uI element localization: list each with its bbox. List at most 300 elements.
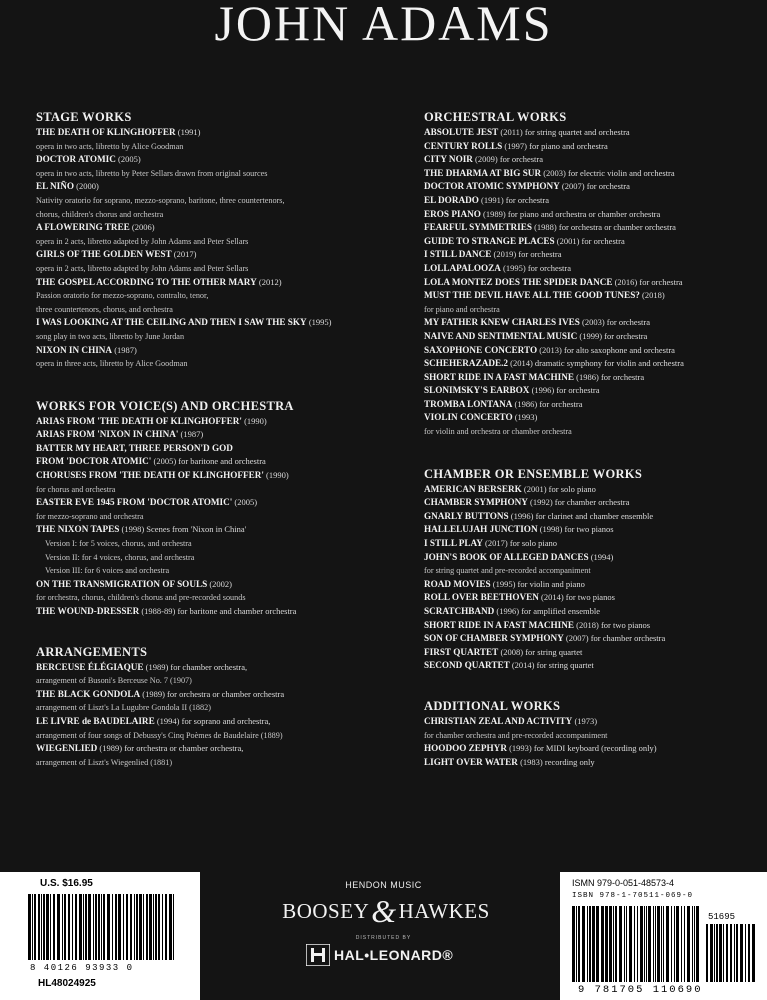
work-title: LE LIVRE de BAUDELAIRE [36,715,155,726]
barcode-stripe [640,906,643,982]
work-title: FEARFUL SYMMETRIES [424,222,532,233]
barcode-stripe [748,924,750,982]
work-title: CENTURY ROLLS [424,140,503,151]
barcode-stripe [671,906,672,982]
work-details: (2000) [74,181,99,192]
work-note: for orchestra, chorus, children's chorus and pre-recorded sounds [36,593,246,603]
work-title: ABSOLUTE JEST [424,127,499,137]
work-note: Version III: for 6 voices and orchestra [45,566,170,576]
work-entry [424,262,759,276]
barcode-stripe [624,906,625,982]
barcode-stripe [79,894,82,960]
work-entry [424,619,759,633]
isbn-digits: 9 781705 110690 [578,984,703,996]
barcode-stripe [46,894,49,960]
distributed-by-label: DISTRIBUTED BY [355,935,412,941]
work-note: Version II: for 4 voices, chorus, and orchestra [45,552,195,562]
hal-leonard-logo [306,944,453,966]
barcode-stripe [676,906,679,982]
work-entry [424,578,759,592]
work-details: (2003) for orchestra [579,317,650,328]
work-title: HALLELUJAH JUNCTION [424,524,538,535]
work-note: arrangement of Busoni's Berceuse No. 7 (1907) [36,676,192,686]
section-heading: STAGE WORKS [36,110,132,124]
barcode-stripe [716,924,718,982]
work-note: opera in 2 acts, libretto adapted by John Adams and Peter Sellars [36,263,249,273]
work-entry [424,316,759,330]
barcode-stripe [745,924,746,982]
barcode-stripe [587,906,588,982]
barcode-stripe [101,894,102,960]
work-details: (1993) for MIDI keyboard (recording only) [506,743,657,754]
work-entry [36,126,396,140]
work-title: THE DHARMA AT BIG SUR [424,167,542,178]
work-note: for mezzo-soprano and orchestra [36,511,144,521]
barcode-stripe [637,906,639,982]
work-title: MY FATHER KNEW CHARLES IVES [424,317,580,328]
barcode-stripe [572,906,575,982]
work-details: (2005) [115,154,141,165]
work-entry [36,428,396,442]
work-title: SAXOPHONE CONCERTO [424,344,538,355]
barcode-stripe [694,906,696,982]
work-details: (2013) for alto saxophone and orchestra [537,344,675,355]
work-entry [424,344,759,358]
work-details: (1989) for chamber orchestra, [143,661,248,672]
work-entry [424,523,759,537]
work-title: EASTER EVE 1945 FROM 'DOCTOR ATOMIC' [36,497,233,508]
work-entry [424,384,759,398]
work-entry [424,180,759,194]
barcode-stripe [687,906,690,982]
work-details: (2003) for electric violin and orchestra [541,167,675,178]
work-note: chorus, children's chorus and orchestra [36,209,164,219]
work-details: (2001) for solo piano [521,483,596,494]
work-entry [424,551,759,565]
work-details: (1986) for orchestra [512,398,583,409]
barcode-stripe [730,924,733,982]
barcode-stripe [38,894,41,960]
work-details: (1991) for orchestra [478,194,549,205]
barcode-stripe [597,906,599,982]
work-title: BATTER MY HEART, THREE PERSON'D GOD [36,442,233,453]
work-title: THE BLACK GONDOLA [36,688,141,699]
barcode-stripe [153,894,154,960]
barcode-stripe [64,894,66,960]
barcode-stripe [578,906,580,982]
work-details: (1987) [112,344,137,355]
work-details: (2011) for string quartet and orchestra [498,127,630,137]
barcode-stripe [130,894,133,960]
hal-leonard-text: HAL•LEONARD® [334,947,454,963]
barcode-stripe [596,906,597,982]
barcode-stripe [696,906,699,982]
barcode-stripe [88,894,91,960]
barcode-stripe [634,906,635,982]
work-entry [424,537,759,551]
work-entry [424,221,759,235]
work-details: (1995) for violin and piano [490,578,585,589]
work-title: SCHEHERAZADE.2 [424,358,508,369]
barcode-stripe [139,894,142,960]
work-title: ARIAS FROM 'NIXON IN CHINA' [36,429,179,440]
work-details: (2014) for two pianos [538,592,615,603]
work-entry [36,415,396,429]
work-entry [424,208,759,222]
work-details: (1998) Scenes from 'Nixon in China' [119,524,247,535]
hendon-music-label: HENDON MUSIC [345,880,422,890]
barcode-stripe [53,894,55,960]
work-details: (2012) [256,276,282,287]
work-entry [424,126,759,140]
barcode-stripe [41,894,42,960]
barcode-stripe [606,906,608,982]
work-title: SON OF CHAMBER SYMPHONY [424,633,564,644]
work-entry [36,276,396,290]
section-heading: ARRANGEMENTS [36,644,148,659]
work-title: GNARLY BUTTONS [424,510,509,521]
isbn-label: ISBN 978-1-70511-069-0 [572,892,694,900]
work-details: (1993) [512,412,538,423]
work-title: JOHN'S BOOK OF ALLEGED DANCES [424,551,589,562]
work-details: (1996) for clarinet and chamber ensemble [508,510,654,521]
barcode-stripe [661,906,662,982]
work-entry [424,646,759,660]
work-entry [424,357,759,371]
barcode-stripe [582,906,585,982]
work-note: arrangement of four songs of Debussy's Cinq Poèmes de Baudelaire (1889) [36,730,283,740]
work-note: Passion oratorio for mezzo-soprano, contralto, tenor, [36,291,209,301]
work-entry [36,742,396,756]
work-details: (2005) [232,497,258,508]
work-entry [424,371,759,385]
barcode-stripe [143,894,144,960]
barcode-stripe [50,894,51,960]
work-note: Nativity oratorio for soprano, mezzo-soprano, baritone, three countertenors, [36,195,285,205]
works-section [424,110,759,439]
work-entry [424,510,759,524]
work-note: opera in two acts, libretto by Peter Sellars drawn from original sources [36,168,268,178]
upc-digits: 8 40126 93933 0 [30,963,134,973]
work-title: THE GOSPEL ACCORDING TO THE OTHER MARY [36,276,257,287]
barcode-stripe [146,894,148,960]
work-details: (1987) [178,429,204,440]
work-note: for string quartet and pre-recorded accompaniment [424,566,591,576]
works-section [424,467,759,673]
barcode-stripe [719,924,722,982]
work-entry [424,140,759,154]
barcode-stripe [136,894,138,960]
work-title: EL DORADO [424,194,479,205]
barcode-stripe [123,894,124,960]
barcode-stripe [589,906,591,982]
work-entry [424,330,759,344]
work-entry [36,153,396,167]
work-entry [36,496,396,510]
work-note: for violin and orchestra or chamber orchestra [424,427,572,437]
work-details: (1995) [306,317,332,328]
work-details: (2006) [129,222,155,233]
work-details: (2017) for solo piano [482,538,558,549]
work-details: (1989) for orchestra or chamber orchestra, [97,743,244,754]
work-title: GUIDE TO STRANGE PLACES [424,235,555,246]
work-note: arrangement of Liszt's Wiegenlied (1881) [36,757,173,767]
barcode-stripe [107,894,110,960]
work-title: SCRATCHBAND [424,606,495,616]
composer-title: JOHN ADAMS [214,0,553,51]
work-details: (2019) for orchestra [491,249,562,260]
hawkes-text: HAWKES [398,899,490,923]
barcode-stripe [657,906,660,982]
work-entry [36,442,396,456]
isbn-barcode [572,906,700,982]
work-title: GIRLS OF THE GOLDEN WEST [36,249,172,260]
work-title: SHORT RIDE IN A FAST MACHINE [424,619,575,630]
section-heading: ADDITIONAL WORKS [424,698,561,713]
price-label: U.S. $16.95 [40,878,93,889]
right-column [424,110,759,769]
work-details: (2016) for orchestra [612,276,683,287]
left-column [36,110,396,769]
work-details: (1986) for orchestra [574,371,645,382]
barcode-stripe [155,894,157,960]
work-entry [36,661,396,675]
work-title: EL NIÑO [36,181,75,192]
work-title: SHORT RIDE IN A FAST MACHINE [424,371,575,382]
barcode-stripe [149,894,152,960]
barcode-stripe [173,894,174,960]
work-details: (1983) recording only [517,756,595,767]
work-details: (1988-89) for baritone and chamber orchestra [139,606,297,616]
work-details: (2009) for orchestra [472,154,544,165]
barcode-stripe [706,924,708,982]
work-title: THE NIXON TAPES [36,524,120,535]
work-title: FIRST QUARTET [424,646,499,657]
work-entry [36,523,396,537]
works-section [36,645,396,770]
work-note: song play in two acts, libretto by June Jordan [36,331,185,341]
barcode-stripe [75,894,77,960]
work-details: (1998) for two pianos [537,524,614,535]
work-details: (1990) [241,415,267,426]
barcode-stripe [592,906,595,982]
work-note: three countertenors, chorus, and orchestra [36,304,173,314]
works-section [424,699,759,769]
barcode-stripe [601,906,604,982]
work-title: EROS PIANO [424,208,481,219]
barcode-stripe [68,894,71,960]
work-entry [36,605,396,619]
work-details: (2017) [171,249,197,260]
work-details: (2018) for two pianos [574,619,651,630]
work-title: AMERICAN BERSERK [424,483,522,494]
work-details: (1996) for orchestra [529,385,600,396]
barcode-stripe [674,906,676,982]
work-title: I STILL PLAY [424,538,483,549]
work-title: A FLOWERING TREE [36,222,130,233]
work-entry [36,221,396,235]
work-entry [424,411,759,425]
barcode-stripe [710,924,713,982]
work-entry [424,605,759,619]
barcode-stripe [62,894,63,960]
work-entry [424,659,759,673]
barcode-stripe [626,906,628,982]
work-title: BERCEUSE ÉLÉGIAQUE [36,661,144,672]
barcode-stripe [98,894,101,960]
barcode-stripe [615,906,617,982]
work-entry [424,276,759,290]
barcode-stripe [34,894,36,960]
work-details: (2007) for orchestra [559,181,630,192]
work-entry [424,248,759,262]
barcode-stripe [162,894,163,960]
work-details: (1994) [588,551,614,562]
barcode-stripe [644,906,645,982]
barcode-stripe [32,894,33,960]
works-section [36,110,396,371]
barcode-stripe [576,906,577,982]
barcode-stripe [158,894,161,960]
work-details: (1997) for piano and orchestra [502,140,608,151]
work-title: ROLL OVER BEETHOVEN [424,592,539,603]
item-number: HL48024925 [38,978,96,989]
work-details: (2002) [207,578,232,589]
work-details: (1990) [263,470,289,481]
work-title: VIOLIN CONCERTO [424,412,513,423]
work-entry [424,756,759,770]
work-entry [424,632,759,646]
barcode-stripe [83,894,84,960]
barcode-stripe [619,906,622,982]
barcode-stripe [165,894,167,960]
section-heading: WORKS FOR VOICE(S) AND ORCHESTRA [36,398,294,413]
work-entry [424,496,759,510]
work-note: opera in three acts, libretto by Alice Goodman [36,359,188,369]
work-details: (1995) for orchestra [500,262,572,273]
work-title: MUST THE DEVIL HAVE ALL THE GOOD TUNES? [424,290,640,301]
work-title: TROMBA LONTANA [424,398,513,409]
section-heading: CHAMBER OR ENSEMBLE WORKS [424,466,643,481]
work-title: ROAD MOVIES [424,578,491,589]
barcode-stripe [655,906,657,982]
supplement-digits: 51695 [708,912,736,922]
work-title: CHORUSES FROM 'THE DEATH OF KLINGHOFFER' [36,470,264,481]
work-entry [36,316,396,330]
work-title: THE DEATH OF KLINGHOFFER [36,127,176,137]
barcode-stripe [663,906,665,982]
work-entry [424,398,759,412]
barcode-stripe [169,894,172,960]
work-note: opera in 2 acts, libretto adapted by John Adams and Peter Sellars [36,236,249,246]
work-details: (2014) for string quartet [509,660,594,671]
isbn-barcode-card [560,872,767,1000]
boosey-text: BOOSEY [282,899,370,923]
barcode-stripe [112,894,113,960]
work-entry [424,591,759,605]
barcode-stripe [95,894,97,960]
barcode-stripe [613,906,614,982]
work-details: (1991) [175,127,201,137]
work-title: NAIVE AND SENTIMENTAL MUSIC [424,330,578,341]
barcode-stripe [605,906,606,982]
barcode-stripe [93,894,94,960]
works-section [36,399,396,619]
barcode-stripe [684,906,686,982]
work-details: (1973) [572,715,598,726]
work-title: WIEGENLIED [36,743,98,754]
barcode-stripe [85,894,87,960]
work-entry [36,688,396,702]
work-title: HOODOO ZEPHYR [424,743,507,754]
barcode-stripe [43,894,45,960]
work-title: DOCTOR ATOMIC [36,154,116,165]
work-title: CHAMBER SYMPHONY [424,497,528,508]
barcode-stripe [653,906,654,982]
barcode-stripe [103,894,105,960]
barcode-stripe [118,894,121,960]
barcode-stripe [714,924,715,982]
work-details: (1989) for piano and orchestra or chamber orchestra [480,208,661,219]
barcode-stripe [57,894,60,960]
work-note: for chorus and orchestra [36,484,116,494]
ismn-label: ISMN 979-0-051-48573-4 [572,878,675,888]
barcode-stripe [692,906,693,982]
barcode-stripe [740,924,743,982]
section-heading: ORCHESTRAL WORKS [424,110,567,124]
work-entry [424,153,759,167]
work-details: (2005) for baritone and orchestra [151,456,266,467]
work-note: arrangement of Liszt's La Lugubre Gondola II (1882) [36,703,211,713]
barcode-stripe [134,894,135,960]
work-title: SLONIMSKY'S EARBOX [424,385,530,396]
barcode-stripe [666,906,669,982]
work-entry [36,344,396,358]
barcode-stripe [126,894,128,960]
work-note: opera in two acts, libretto by Alice Goodman [36,141,184,151]
work-details: (1988) for orchestra or chamber orchestra [531,222,676,233]
work-entry [36,469,396,483]
barcode-stripe [723,924,724,982]
work-details: (1994) for soprano and orchestra, [154,715,271,726]
work-entry [36,715,396,729]
work-entry [36,248,396,262]
work-note: for piano and orchestra [424,304,500,314]
work-note: for chamber orchestra and pre-recorded accompaniment [424,730,608,740]
work-details: (2018) [639,290,665,301]
work-entry [424,167,759,181]
work-title: LOLLAPALOOZA [424,262,501,273]
barcode-stripe [726,924,728,982]
barcode-stripe [681,906,682,982]
work-note: Version I: for 5 voices, chorus, and orchestra [45,539,192,549]
work-entry [36,578,396,592]
barcode-stripe [646,906,648,982]
boosey-hawkes-logo [276,893,496,930]
work-title: LIGHT OVER WATER [424,756,518,767]
hal-leonard-icon [306,944,330,966]
work-title: ARIAS FROM 'THE DEATH OF KLINGHOFFER' [36,415,242,426]
work-title: THE WOUND-DRESSER [36,606,140,616]
work-entry [424,194,759,208]
barcode-stripe [28,894,31,960]
work-title: FROM 'DOCTOR ATOMIC' [36,456,152,467]
work-details: (1999) for orchestra [577,330,648,341]
work-entry [424,715,759,729]
work-details: (1992) for chamber orchestra [527,497,630,508]
work-entry [424,235,759,249]
barcode-stripe [609,906,612,982]
